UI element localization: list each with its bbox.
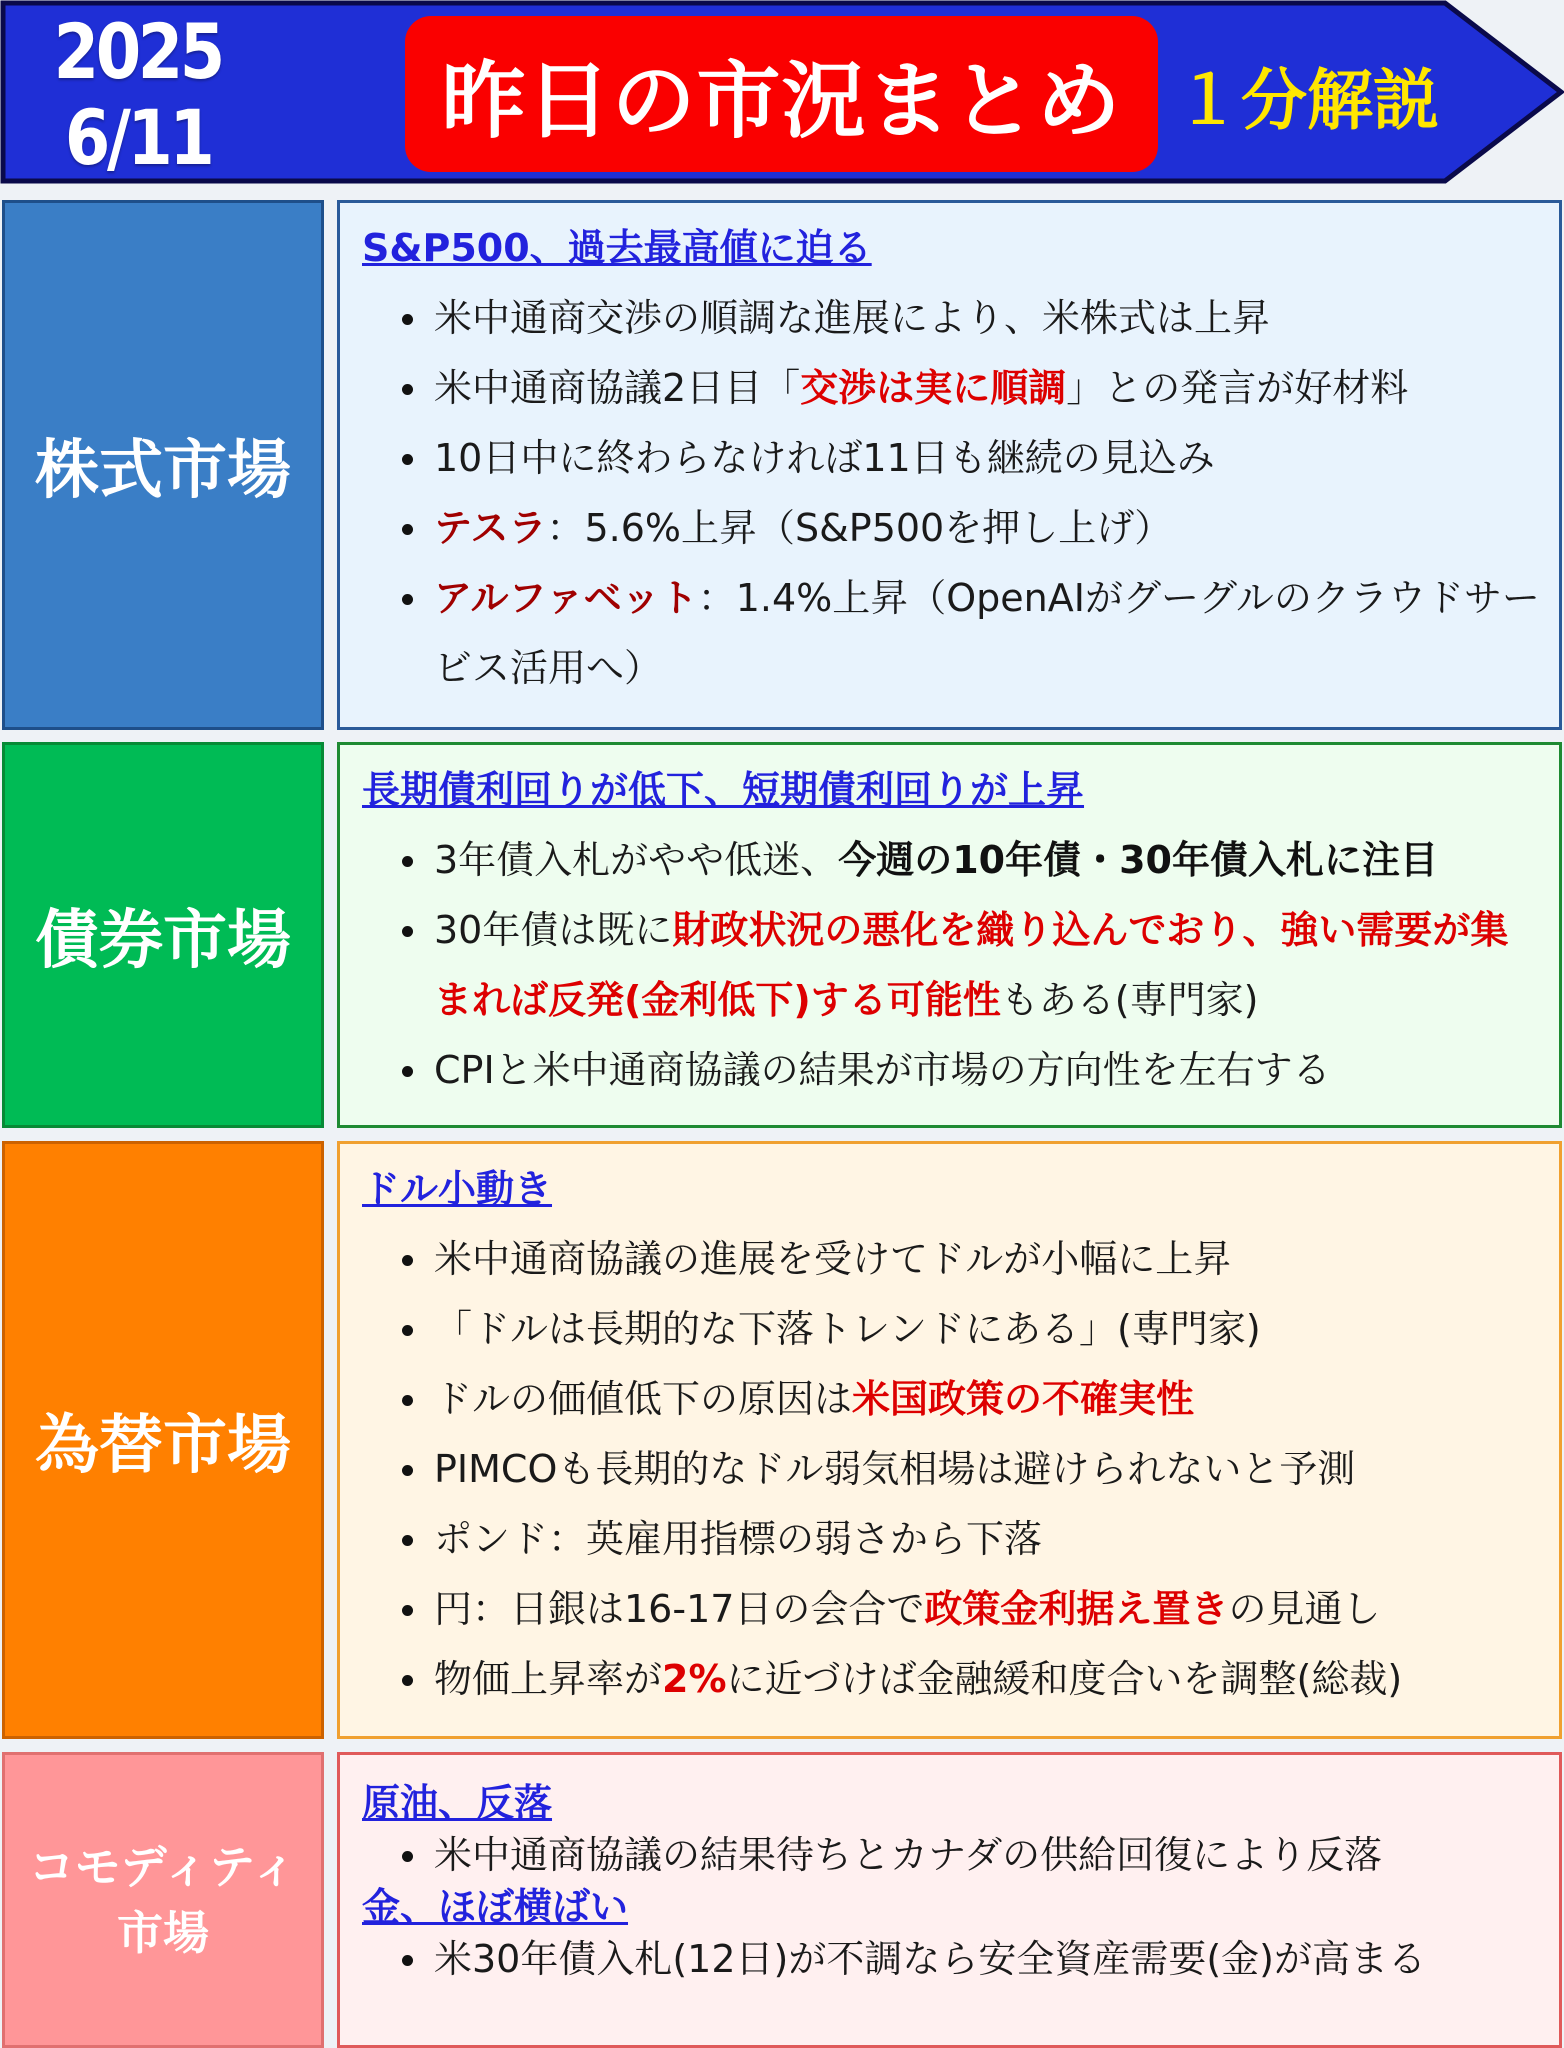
list-item: 米30年債入札(12日)が不調なら安全資産需要(金)が高まる [362, 1929, 1559, 1989]
section-heading: 長期債利回りが低下、短期債利回りが上昇 [362, 768, 1085, 812]
section-content-bond [337, 742, 1562, 1128]
list-item: PIMCOも長期的なドル弱気相場は避けられないと予測 [362, 1434, 1559, 1504]
list-item: ドルの価値低下の原因は米国政策の不確実性 [362, 1364, 1559, 1434]
bond-market-section [0, 742, 1564, 1128]
list-item: 円：日銀は16-17日の会合で政策金利据え置きの見通し [362, 1574, 1559, 1644]
list-item: CPIと米中通商協議の結果が市場の方向性を左右する [362, 1035, 1559, 1105]
section-heading: ドル小動き [362, 1167, 553, 1211]
section-label-bond: 債券市場 [2, 742, 324, 1128]
page-title: 昨日の市況まとめ [405, 16, 1158, 172]
page-subtitle: １分解説 [1175, 61, 1439, 139]
section-content-fx [337, 1141, 1562, 1739]
bullet-list [362, 283, 1559, 703]
bullet-list [362, 825, 1559, 1105]
date-day: 6/11 [64, 93, 212, 182]
bullet-list [362, 1224, 1559, 1714]
section-heading: 金、ほぼ横ばい [362, 1885, 629, 1929]
section-heading: 原油、反落 [362, 1781, 553, 1825]
list-item: 「ドルは長期的な下落トレンドにある」(専門家) [362, 1294, 1559, 1364]
bullet-list [362, 1825, 1559, 1885]
date-label [18, 7, 258, 182]
commodity-market-section [0, 1752, 1564, 2048]
list-item: 米中通商協議の進展を受けてドルが小幅に上昇 [362, 1224, 1559, 1294]
section-label-fx: 為替市場 [2, 1141, 324, 1739]
section-content-stock [337, 200, 1562, 730]
list-item: 10日中に終わらなければ11日も継続の見込み [362, 423, 1559, 493]
list-item: 米中通商交渉の順調な進展により、米株式は上昇 [362, 283, 1559, 353]
section-label-stock: 株式市場 [2, 200, 324, 730]
list-item: 30年債は既に財政状況の悪化を織り込んでおり、強い需要が集まれば反発(金利低下)する可能性もある(専門家) [362, 895, 1559, 1035]
list-item: 物価上昇率が2%に近づけば金融緩和度合いを調整(総裁) [362, 1644, 1559, 1714]
date-year: 2025 [53, 7, 223, 96]
section-content-commodity [337, 1752, 1562, 2048]
bullet-list [362, 1929, 1559, 1989]
section-label-commodity: コモディティ市場 [2, 1752, 324, 2048]
header-banner [0, 0, 1564, 184]
list-item: ポンド：英雇用指標の弱さから下落 [362, 1504, 1559, 1574]
fx-market-section [0, 1141, 1564, 1739]
list-item: 米中通商協議2日目「交渉は実に順調」との発言が好材料 [362, 353, 1559, 423]
list-item: 米中通商協議の結果待ちとカナダの供給回復により反落 [362, 1825, 1559, 1885]
section-heading: S&P500、過去最高値に迫る [362, 226, 872, 270]
stock-market-section [0, 200, 1564, 730]
list-item: 3年債入札がやや低迷、今週の10年債・30年債入札に注目 [362, 825, 1559, 895]
list-item: テスラ：5.6%上昇（S&P500を押し上げ） [362, 493, 1559, 563]
list-item: アルファベット：1.4%上昇（OpenAIがグーグルのクラウドサービス活用へ） [362, 563, 1559, 703]
